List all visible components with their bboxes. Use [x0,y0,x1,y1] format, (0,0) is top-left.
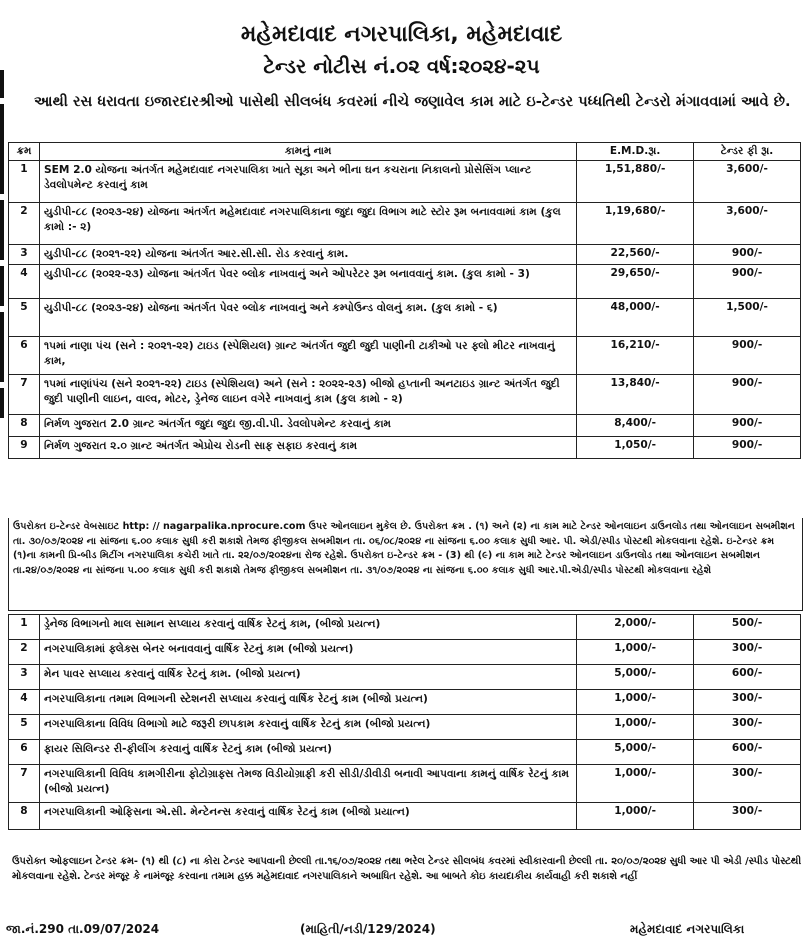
e-tender-note: ઉપરોક્ત ઇ-ટેન્ડર વેબસાઇટ http: // nagarpalika.nprocure.com ઉપર ઓનલાઇન મુકેલ છે. ઉપરોક્ત ક્રમ . (૧) અને (૨) ના કામ માટે ટેન્ડર ઓનલાઇન ડાઉનલોડ તથા ઓનલાઇન સબમીશન તા. ૩૦/૦૭/૨૦૨૪ ના સાંજના ૬.૦૦ કલાક સુધી કરી શકાશે તેમજ ફીજીકલ સબમીશન તા. ૦૬/૦૮/૨૦૨૪ ના સાંજના ૬.૦૦ કલાક સુધી આર. પી. એડી/સ્પીડ પોસ્ટથી મોકલવાના રહેશે. ઇ-ટેન્ડર ક્રમ (૧)ના કામની પ્રિ-બીડ મિટીંગ નગરપાલિકા કચેરી ખાતે તા. ૨૨/૦૭/૨૦૨૪ના રોજ રહેશે. ઉપરોક્ત ઇ-ટેન્ડર ક્રમ - (3) થી (૯) ના કામ માટે ટેન્ડર ઓનલાઇન ડાઉનલોડ તથા ઓનલાઇન સબમીશન તા.૨૪/૦૭/૨૦૨૪ ના સાંજના ૫.૦૦ કલાક સુધી કરી શકાશે તેમજ ફીજીકલ સબમીશન તા. ૩૧/૦૭/૨૦૨૪ ના સાંજના ૬.૦૦ કલાક સુધી આર.પી.એડી/સ્પીડ પોસ્ટથી મોકલવાના રહેશે [8,518,803,611]
row-serial: 5 [9,299,40,337]
table-row [9,615,801,640]
ad-number: જા.નં.290 તા.09/07/2024 [6,922,160,936]
row-serial: 9 [9,437,40,459]
table-header-row [9,143,801,161]
table-row [9,803,801,830]
row-work-name: નિર્મળ ગુજરાત 2.0 ગ્રાન્ટ અંતર્ગત જુદા જુદા જી.વી.પી. ડેવલોપમેન્ટ કરવાનું કામ [39,415,576,437]
table-row [9,437,801,459]
row-work-name: નગરપાલિકાની ઓફિસના એ.સી. મેન્ટેનન્સ કરવાનું વાર્ષિક રેટનું કામ (બીજો પ્રયાત્ન) [39,803,576,830]
row-tender-fee: 900/- [694,437,801,459]
row-tender-fee: 1,500/- [694,299,801,337]
table-row [9,690,801,715]
row-tender-fee: 300/- [694,765,801,803]
table-row [9,375,801,415]
table-row [9,665,801,690]
row-tender-fee: 500/- [694,615,801,640]
scan-edge-marks [0,70,6,460]
row-tender-fee: 600/- [694,740,801,765]
row-serial: 2 [9,203,40,245]
row-serial: 6 [9,337,40,375]
row-emd: 1,000/- [577,803,694,830]
row-tender-fee: 900/- [694,245,801,265]
row-work-name: ફાયર સિલિન્ડર રી-ફીલીંગ કરવાનું વાર્ષિક રેટનું કામ (બીજો પ્રયત્ન) [39,740,576,765]
row-work-name: યુડીપી-૮૮ (૨૦૨૨-૨૩) યોજના અંતર્ગત પેવર બ્લોક નાખવાનું અને ઓપરેટર રૂમ બનાવવાનું કામ. (કુલ કામો - 3) [39,265,576,299]
info-reference: (માહિતી/નડી/129/2024) [300,922,436,936]
row-serial: 3 [9,665,40,690]
row-work-name: નિર્મળ ગુજરાત ૨.૦ ગ્રાન્ટ અંતર્ગત એપ્રોચ રોડની સાફ સફાઇ કરવાનું કામ [39,437,576,459]
row-work-name: નગરપાલિકાના તમામ વિભાગની સ્ટેશનરી સપ્લાય કરવાનું વાર્ષિક રેટનું કામ (બીજો પ્રયત્ન) [39,690,576,715]
row-work-name: યુડીપી-૮૮ (૨૦૨૧-૨૨) યોજના અંતર્ગત આર.સી.સી. રોડ કરવાનું કામ. [39,245,576,265]
tender-table-2 [8,614,801,830]
header-serial: ક્રમ [9,143,40,161]
row-work-name: ૧૫માં નાણાંપંચ (સને ૨૦૨૧-૨૨) ટાઇડ (સ્પેશિયલ) અને (સને : ૨૦૨૨-૨૩) બીજો હપ્તાની અનટાઇડ ગ્રાન્ટ અંતર્ગત જુદી જુદી પાણીની લાઇન, વાલ્વ, મોટર, ડ્રેનેજ લાઇન વગેરે નાખવાનું કામ (કુલ કામો - ૨) [39,375,576,415]
table-row [9,245,801,265]
row-emd: 1,51,880/- [577,161,694,203]
table-row [9,203,801,245]
row-tender-fee: 900/- [694,265,801,299]
page-title: મહેમદાવાદ નગરપાલિકા, મહેમદાવાદ [240,22,563,47]
row-work-name: SEM 2.0 યોજના અંતર્ગત મહેમદાવાદ નગરપાલિકા ખાતે સૂકા અને ભીના ઘન કચરાના નિકાલનો પ્રોસેસિંગ પ્લાન્ટ ડેવલોપમેન્ટ કરવાનું કામ [39,161,576,203]
table-row [9,337,801,375]
row-serial: 8 [9,803,40,830]
row-tender-fee: 3,600/- [694,161,801,203]
row-serial: 4 [9,265,40,299]
row-emd: 1,000/- [577,765,694,803]
row-emd: 22,560/- [577,245,694,265]
row-serial: 1 [9,161,40,203]
row-work-name: ડ્રેનેજ વિભાગનો માલ સામાન સપ્લાય કરવાનું વાર્ષિક રેટનું કામ, (બીજો પ્રયત્ન) [39,615,576,640]
row-emd: 1,000/- [577,715,694,740]
row-tender-fee: 300/- [694,690,801,715]
row-work-name: નગરપાલિકામાં ફ્લેક્સ બેનર બનાવવાનું વાર્ષિક રેટનું કામ (બીજો પ્રયત્ન) [39,640,576,665]
row-serial: 1 [9,615,40,640]
table-row [9,765,801,803]
row-serial: 4 [9,690,40,715]
row-tender-fee: 600/- [694,665,801,690]
row-emd: 1,000/- [577,690,694,715]
row-emd: 1,050/- [577,437,694,459]
table-row [9,415,801,437]
row-emd: 5,000/- [577,665,694,690]
row-serial: 7 [9,375,40,415]
row-tender-fee: 300/- [694,640,801,665]
row-emd: 16,210/- [577,337,694,375]
row-emd: 8,400/- [577,415,694,437]
table-row [9,640,801,665]
table-row [9,265,801,299]
row-serial: 3 [9,245,40,265]
row-tender-fee: 900/- [694,375,801,415]
row-work-name: યુડીપી-૮૮ (૨૦૨૩-૨૪) યોજના અંતર્ગત મહેમદાવાદ નગરપાલિકાના જુદા જુદા વિભાગ માટે સ્ટોર રૂમ બનાવવામાં કામ (કુલ કામો :- ૨) [39,203,576,245]
row-serial: 8 [9,415,40,437]
row-tender-fee: 300/- [694,715,801,740]
row-emd: 29,650/- [577,265,694,299]
row-work-name: ૧૫માં નાણા પંચ (સને : ૨૦૨૧-૨૨) ટાઇડ (સ્પેશિયલ) ગ્રાન્ટ અંતર્ગત જુદી જુદી પાણીની ટાકીઓ પર ફ્લો મીટર નાખવાનું કામ, [39,337,576,375]
header-emd: E.M.D.રૂા. [577,143,694,161]
row-tender-fee: 900/- [694,415,801,437]
row-serial: 7 [9,765,40,803]
table-row [9,299,801,337]
tender-table-1 [8,142,801,459]
row-work-name: નગરપાલિકાની વિવિધ કામગીરીના ફોટોગ્રાફ્સ તેમજ વિડીયોગ્રાફી કરી સીડી/ડીવીડી બનાવી આપવાના કામનું વાર્ષિક રેટનું કામ (બીજો પ્રયત્ન) [39,765,576,803]
row-serial: 2 [9,640,40,665]
row-work-name: મેન પાવર સપ્લાય કરવાનું વાર્ષિક રેટનું કામ. (બીજો પ્રયત્ન) [39,665,576,690]
table-row [9,740,801,765]
issuer-name: મહેમદાવાદ નગરપાલિકા [630,922,745,936]
table-row [9,715,801,740]
row-tender-fee: 300/- [694,803,801,830]
row-tender-fee: 3,600/- [694,203,801,245]
header-tender-fee: ટેન્ડર ફી રૂા. [694,143,801,161]
row-serial: 5 [9,715,40,740]
row-tender-fee: 900/- [694,337,801,375]
header-work-name: કામનું નામ [39,143,576,161]
offline-tender-note: ઉપરોક્ત ઓફલાઇન ટેન્ડર ક્રમ- (૧) થી (૮) ના કોરા ટેન્ડર આપવાની છેલ્લી તા.૧૬/૦૭/૨૦૨૪ તથા ભરેલ ટેન્ડર સીલબંધ કવરમાં સ્વીકારવાની છેલ્લી તા. ૨૦/૦૭/૨૦૨૪ સુધી આર પી એડી /સ્પીડ પોસ્ટથી મોકલવાના રહેશે. ટેન્ડર મંજૂર કે નામંજૂર કરવાના તમામ હક્ક મહેમદાવાદ નગરપાલિકાને અબાધિત રહેશે. આ બાબતે કોઇ કાયદાકીય કાર્યવાહી કરી શકાશે નહીં [12,856,802,882]
table-row [9,161,801,203]
row-emd: 48,000/- [577,299,694,337]
row-work-name: નગરપાલિકાના વિવિધ વિભાગો માટે જરૂરી છાપકામ કરવાનું વાર્ષિક રેટનું કામ (બીજો પ્રયત્ન) [39,715,576,740]
page-subtitle: ટેન્ડર નોટીસ નં.૦૨ વર્ષ:૨૦૨૪-૨૫ [263,54,540,78]
row-emd: 5,000/- [577,740,694,765]
row-emd: 13,840/- [577,375,694,415]
row-emd: 1,000/- [577,640,694,665]
row-emd: 1,19,680/- [577,203,694,245]
row-work-name: યુડીપી-૮૮ (૨૦૨૩-૨૪) યોજના અંતર્ગત પેવર બ્લોક નાખવાનું અને કમ્પોઉન્ડ વોલનું કામ. (કુલ કામો - ૬) [39,299,576,337]
intro-text: આથી રસ ધરાવતા ઇજારદારશ્રીઓ પાસેથી સીલબંધ કવરમાં નીચે જણાવેલ કામ માટે ઇ-ટેન્ડર પધ્ધતિથી ટેન્ડરો મંગાવવામાં આવે છે. [34,93,791,110]
row-emd: 2,000/- [577,615,694,640]
row-serial: 6 [9,740,40,765]
